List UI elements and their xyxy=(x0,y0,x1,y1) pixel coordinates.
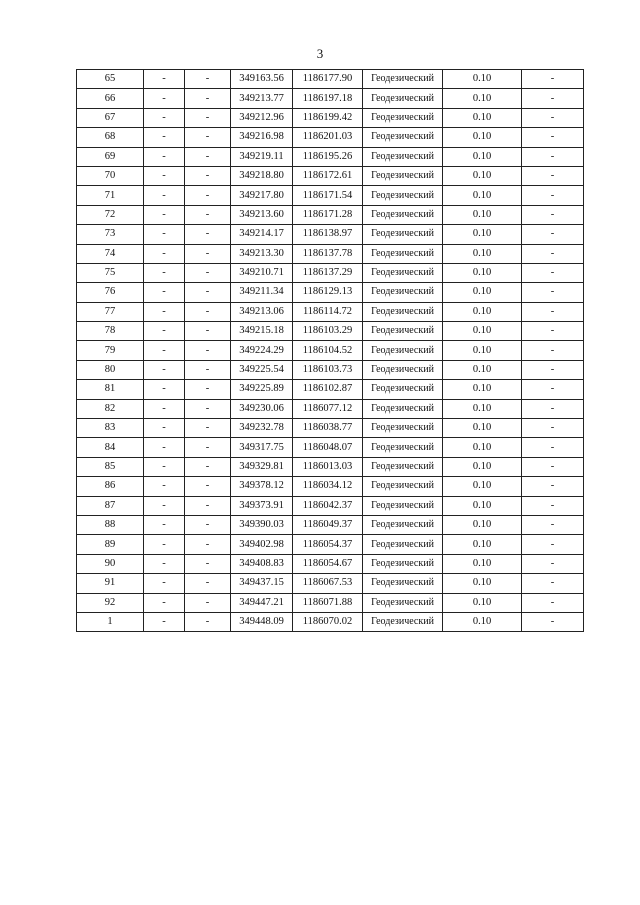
method-cell: Геодезический xyxy=(363,360,443,379)
blank-column-b-cell: - xyxy=(185,263,231,282)
method-cell: Геодезический xyxy=(363,302,443,321)
x-coordinate-cell: 349213.06 xyxy=(231,302,293,321)
table-row xyxy=(77,128,584,147)
x-coordinate-cell: 349225.54 xyxy=(231,360,293,379)
accuracy-cell: 0.10 xyxy=(443,244,522,263)
table-row xyxy=(77,147,584,166)
accuracy-cell: 0.10 xyxy=(443,574,522,593)
blank-column-b-cell: - xyxy=(185,593,231,612)
blank-column-b-cell: - xyxy=(185,244,231,263)
point-number-cell: 84 xyxy=(77,438,144,457)
table-row xyxy=(77,205,584,224)
blank-column-c-cell: - xyxy=(522,302,584,321)
accuracy-cell: 0.10 xyxy=(443,283,522,302)
point-number-cell: 70 xyxy=(77,166,144,185)
method-cell: Геодезический xyxy=(363,380,443,399)
table-row xyxy=(77,263,584,282)
y-coordinate-cell: 1186177.90 xyxy=(293,70,363,89)
accuracy-cell: 0.10 xyxy=(443,263,522,282)
blank-column-b-cell: - xyxy=(185,477,231,496)
y-coordinate-cell: 1186103.29 xyxy=(293,322,363,341)
point-number-cell: 86 xyxy=(77,477,144,496)
point-number-cell: 90 xyxy=(77,554,144,573)
point-number-cell: 66 xyxy=(77,89,144,108)
method-cell: Геодезический xyxy=(363,612,443,631)
table-row xyxy=(77,574,584,593)
blank-column-a-cell: - xyxy=(144,166,185,185)
blank-column-c-cell: - xyxy=(522,205,584,224)
blank-column-c-cell: - xyxy=(522,535,584,554)
y-coordinate-cell: 1186138.97 xyxy=(293,225,363,244)
table-row xyxy=(77,380,584,399)
blank-column-c-cell: - xyxy=(522,89,584,108)
point-number-cell: 89 xyxy=(77,535,144,554)
blank-column-a-cell: - xyxy=(144,399,185,418)
blank-column-c-cell: - xyxy=(522,360,584,379)
blank-column-b-cell: - xyxy=(185,147,231,166)
blank-column-a-cell: - xyxy=(144,438,185,457)
coordinates-table-body xyxy=(77,70,584,632)
blank-column-b-cell: - xyxy=(185,399,231,418)
blank-column-b-cell: - xyxy=(185,89,231,108)
x-coordinate-cell: 349163.56 xyxy=(231,70,293,89)
point-number-cell: 73 xyxy=(77,225,144,244)
x-coordinate-cell: 349402.98 xyxy=(231,535,293,554)
point-number-cell: 82 xyxy=(77,399,144,418)
blank-column-c-cell: - xyxy=(522,574,584,593)
blank-column-c-cell: - xyxy=(522,593,584,612)
blank-column-c-cell: - xyxy=(522,263,584,282)
y-coordinate-cell: 1186049.37 xyxy=(293,515,363,534)
blank-column-a-cell: - xyxy=(144,147,185,166)
method-cell: Геодезический xyxy=(363,496,443,515)
blank-column-b-cell: - xyxy=(185,341,231,360)
y-coordinate-cell: 1186071.88 xyxy=(293,593,363,612)
x-coordinate-cell: 349232.78 xyxy=(231,419,293,438)
accuracy-cell: 0.10 xyxy=(443,380,522,399)
blank-column-b-cell: - xyxy=(185,612,231,631)
accuracy-cell: 0.10 xyxy=(443,496,522,515)
method-cell: Геодезический xyxy=(363,244,443,263)
y-coordinate-cell: 1186054.67 xyxy=(293,554,363,573)
method-cell: Геодезический xyxy=(363,108,443,127)
blank-column-b-cell: - xyxy=(185,360,231,379)
blank-column-b-cell: - xyxy=(185,322,231,341)
x-coordinate-cell: 349218.80 xyxy=(231,166,293,185)
method-cell: Геодезический xyxy=(363,419,443,438)
point-number-cell: 65 xyxy=(77,70,144,89)
accuracy-cell: 0.10 xyxy=(443,399,522,418)
blank-column-a-cell: - xyxy=(144,612,185,631)
table-row xyxy=(77,186,584,205)
blank-column-a-cell: - xyxy=(144,70,185,89)
blank-column-a-cell: - xyxy=(144,322,185,341)
point-number-cell: 74 xyxy=(77,244,144,263)
x-coordinate-cell: 349213.60 xyxy=(231,205,293,224)
method-cell: Геодезический xyxy=(363,341,443,360)
y-coordinate-cell: 1186067.53 xyxy=(293,574,363,593)
blank-column-a-cell: - xyxy=(144,535,185,554)
table-row xyxy=(77,341,584,360)
x-coordinate-cell: 349217.80 xyxy=(231,186,293,205)
table-row xyxy=(77,70,584,89)
y-coordinate-cell: 1186038.77 xyxy=(293,419,363,438)
point-number-cell: 68 xyxy=(77,128,144,147)
blank-column-c-cell: - xyxy=(522,128,584,147)
blank-column-a-cell: - xyxy=(144,554,185,573)
x-coordinate-cell: 349213.77 xyxy=(231,89,293,108)
blank-column-a-cell: - xyxy=(144,302,185,321)
point-number-cell: 92 xyxy=(77,593,144,612)
point-number-cell: 80 xyxy=(77,360,144,379)
point-number-cell: 75 xyxy=(77,263,144,282)
table-row xyxy=(77,593,584,612)
method-cell: Геодезический xyxy=(363,186,443,205)
blank-column-c-cell: - xyxy=(522,283,584,302)
blank-column-a-cell: - xyxy=(144,593,185,612)
table-row xyxy=(77,477,584,496)
point-number-cell: 69 xyxy=(77,147,144,166)
blank-column-a-cell: - xyxy=(144,515,185,534)
table-row xyxy=(77,399,584,418)
accuracy-cell: 0.10 xyxy=(443,535,522,554)
y-coordinate-cell: 1186034.12 xyxy=(293,477,363,496)
accuracy-cell: 0.10 xyxy=(443,302,522,321)
y-coordinate-cell: 1186104.52 xyxy=(293,341,363,360)
x-coordinate-cell: 349224.29 xyxy=(231,341,293,360)
blank-column-b-cell: - xyxy=(185,554,231,573)
blank-column-b-cell: - xyxy=(185,438,231,457)
x-coordinate-cell: 349219.11 xyxy=(231,147,293,166)
blank-column-b-cell: - xyxy=(185,205,231,224)
page-number: 3 xyxy=(316,46,324,61)
x-coordinate-cell: 349378.12 xyxy=(231,477,293,496)
blank-column-c-cell: - xyxy=(522,225,584,244)
y-coordinate-cell: 1186201.03 xyxy=(293,128,363,147)
table-row xyxy=(77,89,584,108)
blank-column-a-cell: - xyxy=(144,457,185,476)
blank-column-b-cell: - xyxy=(185,457,231,476)
point-number-cell: 72 xyxy=(77,205,144,224)
table-row xyxy=(77,166,584,185)
table-row xyxy=(77,244,584,263)
blank-column-c-cell: - xyxy=(522,108,584,127)
blank-column-a-cell: - xyxy=(144,283,185,302)
table-row xyxy=(77,283,584,302)
method-cell: Геодезический xyxy=(363,166,443,185)
table-row xyxy=(77,108,584,127)
method-cell: Геодезический xyxy=(363,89,443,108)
blank-column-a-cell: - xyxy=(144,263,185,282)
blank-column-c-cell: - xyxy=(522,186,584,205)
table-row xyxy=(77,554,584,573)
y-coordinate-cell: 1186077.12 xyxy=(293,399,363,418)
y-coordinate-cell: 1186103.73 xyxy=(293,360,363,379)
method-cell: Геодезический xyxy=(363,574,443,593)
x-coordinate-cell: 349215.18 xyxy=(231,322,293,341)
method-cell: Геодезический xyxy=(363,515,443,534)
x-coordinate-cell: 349447.21 xyxy=(231,593,293,612)
blank-column-a-cell: - xyxy=(144,477,185,496)
y-coordinate-cell: 1186197.18 xyxy=(293,89,363,108)
blank-column-a-cell: - xyxy=(144,496,185,515)
y-coordinate-cell: 1186172.61 xyxy=(293,166,363,185)
y-coordinate-cell: 1186048.07 xyxy=(293,438,363,457)
point-number-cell: 85 xyxy=(77,457,144,476)
x-coordinate-cell: 349408.83 xyxy=(231,554,293,573)
table-row xyxy=(77,419,584,438)
blank-column-b-cell: - xyxy=(185,419,231,438)
point-number-cell: 78 xyxy=(77,322,144,341)
x-coordinate-cell: 349210.71 xyxy=(231,263,293,282)
blank-column-b-cell: - xyxy=(185,302,231,321)
blank-column-b-cell: - xyxy=(185,225,231,244)
x-coordinate-cell: 349230.06 xyxy=(231,399,293,418)
x-coordinate-cell: 349225.89 xyxy=(231,380,293,399)
point-number-cell: 1 xyxy=(77,612,144,631)
blank-column-b-cell: - xyxy=(185,186,231,205)
blank-column-b-cell: - xyxy=(185,128,231,147)
accuracy-cell: 0.10 xyxy=(443,166,522,185)
method-cell: Геодезический xyxy=(363,399,443,418)
accuracy-cell: 0.10 xyxy=(443,225,522,244)
point-number-cell: 81 xyxy=(77,380,144,399)
blank-column-b-cell: - xyxy=(185,515,231,534)
blank-column-b-cell: - xyxy=(185,496,231,515)
y-coordinate-cell: 1186042.37 xyxy=(293,496,363,515)
accuracy-cell: 0.10 xyxy=(443,419,522,438)
accuracy-cell: 0.10 xyxy=(443,612,522,631)
accuracy-cell: 0.10 xyxy=(443,128,522,147)
accuracy-cell: 0.10 xyxy=(443,438,522,457)
x-coordinate-cell: 349214.17 xyxy=(231,225,293,244)
method-cell: Геодезический xyxy=(363,593,443,612)
method-cell: Геодезический xyxy=(363,477,443,496)
blank-column-c-cell: - xyxy=(522,438,584,457)
method-cell: Геодезический xyxy=(363,128,443,147)
accuracy-cell: 0.10 xyxy=(443,360,522,379)
table-row xyxy=(77,360,584,379)
accuracy-cell: 0.10 xyxy=(443,70,522,89)
blank-column-a-cell: - xyxy=(144,128,185,147)
y-coordinate-cell: 1186199.42 xyxy=(293,108,363,127)
x-coordinate-cell: 349390.03 xyxy=(231,515,293,534)
method-cell: Геодезический xyxy=(363,225,443,244)
y-coordinate-cell: 1186137.78 xyxy=(293,244,363,263)
blank-column-b-cell: - xyxy=(185,108,231,127)
blank-column-c-cell: - xyxy=(522,515,584,534)
y-coordinate-cell: 1186195.26 xyxy=(293,147,363,166)
blank-column-a-cell: - xyxy=(144,341,185,360)
point-number-cell: 77 xyxy=(77,302,144,321)
point-number-cell: 79 xyxy=(77,341,144,360)
accuracy-cell: 0.10 xyxy=(443,457,522,476)
table-row xyxy=(77,225,584,244)
method-cell: Геодезический xyxy=(363,554,443,573)
accuracy-cell: 0.10 xyxy=(443,593,522,612)
table-row xyxy=(77,322,584,341)
point-number-cell: 91 xyxy=(77,574,144,593)
x-coordinate-cell: 349373.91 xyxy=(231,496,293,515)
blank-column-c-cell: - xyxy=(522,419,584,438)
y-coordinate-cell: 1186129.13 xyxy=(293,283,363,302)
method-cell: Геодезический xyxy=(363,535,443,554)
accuracy-cell: 0.10 xyxy=(443,205,522,224)
blank-column-b-cell: - xyxy=(185,380,231,399)
blank-column-c-cell: - xyxy=(522,457,584,476)
method-cell: Геодезический xyxy=(363,263,443,282)
point-number-cell: 88 xyxy=(77,515,144,534)
blank-column-c-cell: - xyxy=(522,477,584,496)
blank-column-a-cell: - xyxy=(144,186,185,205)
table-row xyxy=(77,496,584,515)
blank-column-c-cell: - xyxy=(522,322,584,341)
x-coordinate-cell: 349317.75 xyxy=(231,438,293,457)
blank-column-a-cell: - xyxy=(144,205,185,224)
blank-column-c-cell: - xyxy=(522,380,584,399)
blank-column-c-cell: - xyxy=(522,612,584,631)
blank-column-c-cell: - xyxy=(522,166,584,185)
y-coordinate-cell: 1186102.87 xyxy=(293,380,363,399)
accuracy-cell: 0.10 xyxy=(443,186,522,205)
blank-column-c-cell: - xyxy=(522,554,584,573)
y-coordinate-cell: 1186070.02 xyxy=(293,612,363,631)
table-row xyxy=(77,535,584,554)
blank-column-b-cell: - xyxy=(185,283,231,302)
table-row xyxy=(77,515,584,534)
x-coordinate-cell: 349211.34 xyxy=(231,283,293,302)
method-cell: Геодезический xyxy=(363,322,443,341)
point-number-cell: 67 xyxy=(77,108,144,127)
table-row xyxy=(77,438,584,457)
y-coordinate-cell: 1186171.54 xyxy=(293,186,363,205)
blank-column-a-cell: - xyxy=(144,574,185,593)
y-coordinate-cell: 1186054.37 xyxy=(293,535,363,554)
method-cell: Геодезический xyxy=(363,147,443,166)
point-number-cell: 76 xyxy=(77,283,144,302)
blank-column-c-cell: - xyxy=(522,147,584,166)
blank-column-c-cell: - xyxy=(522,341,584,360)
method-cell: Геодезический xyxy=(363,205,443,224)
x-coordinate-cell: 349212.96 xyxy=(231,108,293,127)
table-row xyxy=(77,612,584,631)
coordinates-table xyxy=(76,69,584,632)
table-row xyxy=(77,302,584,321)
point-number-cell: 71 xyxy=(77,186,144,205)
accuracy-cell: 0.10 xyxy=(443,322,522,341)
y-coordinate-cell: 1186114.72 xyxy=(293,302,363,321)
accuracy-cell: 0.10 xyxy=(443,341,522,360)
y-coordinate-cell: 1186171.28 xyxy=(293,205,363,224)
blank-column-c-cell: - xyxy=(522,244,584,263)
blank-column-b-cell: - xyxy=(185,574,231,593)
accuracy-cell: 0.10 xyxy=(443,89,522,108)
x-coordinate-cell: 349448.09 xyxy=(231,612,293,631)
accuracy-cell: 0.10 xyxy=(443,515,522,534)
blank-column-a-cell: - xyxy=(144,244,185,263)
point-number-cell: 87 xyxy=(77,496,144,515)
method-cell: Геодезический xyxy=(363,283,443,302)
accuracy-cell: 0.10 xyxy=(443,108,522,127)
accuracy-cell: 0.10 xyxy=(443,477,522,496)
blank-column-b-cell: - xyxy=(185,535,231,554)
method-cell: Геодезический xyxy=(363,70,443,89)
blank-column-b-cell: - xyxy=(185,166,231,185)
x-coordinate-cell: 349216.98 xyxy=(231,128,293,147)
blank-column-a-cell: - xyxy=(144,225,185,244)
blank-column-a-cell: - xyxy=(144,360,185,379)
method-cell: Геодезический xyxy=(363,457,443,476)
blank-column-a-cell: - xyxy=(144,89,185,108)
x-coordinate-cell: 349213.30 xyxy=(231,244,293,263)
method-cell: Геодезический xyxy=(363,438,443,457)
x-coordinate-cell: 349329.81 xyxy=(231,457,293,476)
accuracy-cell: 0.10 xyxy=(443,147,522,166)
blank-column-c-cell: - xyxy=(522,496,584,515)
blank-column-a-cell: - xyxy=(144,108,185,127)
blank-column-c-cell: - xyxy=(522,399,584,418)
y-coordinate-cell: 1186137.29 xyxy=(293,263,363,282)
blank-column-b-cell: - xyxy=(185,70,231,89)
blank-column-a-cell: - xyxy=(144,380,185,399)
blank-column-a-cell: - xyxy=(144,419,185,438)
table-row xyxy=(77,457,584,476)
accuracy-cell: 0.10 xyxy=(443,554,522,573)
x-coordinate-cell: 349437.15 xyxy=(231,574,293,593)
point-number-cell: 83 xyxy=(77,419,144,438)
y-coordinate-cell: 1186013.03 xyxy=(293,457,363,476)
blank-column-c-cell: - xyxy=(522,70,584,89)
